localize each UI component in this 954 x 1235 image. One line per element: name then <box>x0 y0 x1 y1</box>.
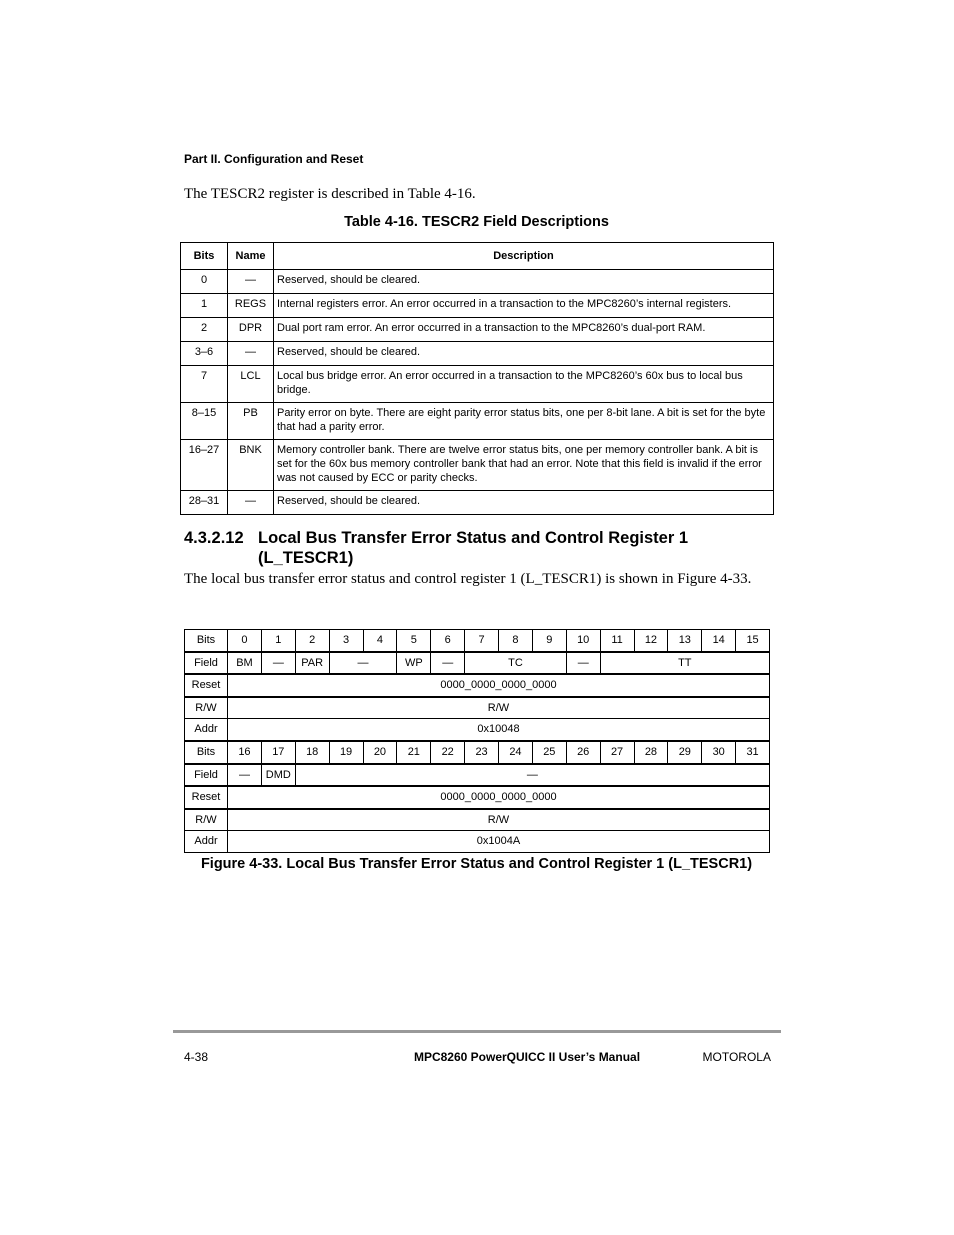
reset-row <box>185 674 770 697</box>
cell-desc: Memory controller bank. There are twelve error status bits, one per memory controller bank. A bit is set for the 60x bus memory controller bank that had an error. Note that this field is invalid if the error was not caused by ECC or parity checks. <box>274 440 774 491</box>
field-par: PAR <box>295 652 329 675</box>
intro-text: The TESCR2 register is described in Table 4-16. <box>184 186 476 202</box>
bit-number: 15 <box>736 630 770 652</box>
bit-number: 20 <box>363 742 397 764</box>
addr-label: Addr <box>185 831 228 853</box>
field-reserved: — <box>431 652 465 675</box>
cell-desc: Parity error on byte. There are eight parity error status bits, one per 8-bit lane. A bit is set for the byte that had a parity error. <box>274 403 774 440</box>
bit-number: 13 <box>668 630 702 652</box>
col-header-description: Description <box>274 243 774 270</box>
bit-number: 12 <box>634 630 668 652</box>
bit-number: 6 <box>431 630 465 652</box>
field-label: Field <box>185 764 228 787</box>
cell-name: — <box>228 270 274 294</box>
rw-label: R/W <box>185 809 228 831</box>
table-row <box>181 403 774 440</box>
bit-number: 26 <box>566 742 600 764</box>
cell-desc: Reserved, should be cleared. <box>274 342 774 366</box>
section-heading <box>184 528 688 568</box>
field-row <box>185 652 770 675</box>
table-row <box>181 366 774 403</box>
field-wp: WP <box>397 652 431 675</box>
register-lower-table <box>184 741 770 853</box>
reset-row <box>185 786 770 809</box>
bit-number: 4 <box>363 630 397 652</box>
cell-bits: 28–31 <box>181 491 228 515</box>
cell-name: — <box>228 342 274 366</box>
register-upper-table <box>184 629 770 741</box>
cell-bits: 1 <box>181 294 228 318</box>
col-header-bits: Bits <box>181 243 228 270</box>
cell-name: BNK <box>228 440 274 491</box>
cell-bits: 7 <box>181 366 228 403</box>
bit-number: 0 <box>228 630 262 652</box>
cell-bits: 3–6 <box>181 342 228 366</box>
field-reserved: — <box>261 652 295 675</box>
bit-number: 7 <box>465 630 499 652</box>
bit-number: 9 <box>532 630 566 652</box>
field-row <box>185 764 770 787</box>
cell-desc: Reserved, should be cleared. <box>274 270 774 294</box>
bit-number: 21 <box>397 742 431 764</box>
section-title-line1: Local Bus Transfer Error Status and Control Register 1 <box>258 529 689 547</box>
section-number: 4.3.2.12 <box>184 529 244 547</box>
field-reserved: — <box>329 652 397 675</box>
bits-row <box>185 742 770 764</box>
table-row <box>181 294 774 318</box>
bit-number: 30 <box>702 742 736 764</box>
reset-value: 0000_0000_0000_0000 <box>228 674 770 697</box>
reset-value: 0000_0000_0000_0000 <box>228 786 770 809</box>
field-tt: TT <box>600 652 769 675</box>
bit-number: 3 <box>329 630 363 652</box>
cell-name: DPR <box>228 318 274 342</box>
table-row <box>181 491 774 515</box>
bits-label: Bits <box>185 742 228 764</box>
bit-number: 27 <box>600 742 634 764</box>
reset-label: Reset <box>185 674 228 697</box>
section-body: The local bus transfer error status and control register 1 (L_TESCR1) is shown in Figure 4-33. <box>184 571 752 587</box>
field-label: Field <box>185 652 228 675</box>
bit-number: 1 <box>261 630 295 652</box>
footer-rule <box>173 1030 781 1033</box>
cell-desc: Dual port ram error. An error occurred in a transaction to the MPC8260’s dual-port RAM. <box>274 318 774 342</box>
table-caption: Table 4-16. TESCR2 Field Descriptions <box>344 214 609 230</box>
addr-value: 0x1004A <box>228 831 770 853</box>
bit-number: 2 <box>295 630 329 652</box>
table-header-row <box>181 243 774 270</box>
tescr2-field-table <box>180 242 774 515</box>
bit-number: 11 <box>600 630 634 652</box>
table-row <box>181 318 774 342</box>
footer-company: MOTOROLA <box>702 1050 771 1064</box>
addr-value: 0x10048 <box>228 719 770 741</box>
cell-desc: Local bus bridge error. An error occurred in a transaction to the MPC8260’s 60x bus to local bus bridge. <box>274 366 774 403</box>
field-reserved: — <box>295 764 769 787</box>
field-dmd: DMD <box>261 764 295 787</box>
bit-number: 22 <box>431 742 465 764</box>
rw-row <box>185 809 770 831</box>
field-tc: TC <box>465 652 567 675</box>
bit-number: 25 <box>532 742 566 764</box>
field-reserved: — <box>566 652 600 675</box>
cell-bits: 16–27 <box>181 440 228 491</box>
bit-number: 19 <box>329 742 363 764</box>
rw-value: R/W <box>228 697 770 719</box>
bit-number: 17 <box>261 742 295 764</box>
bit-number: 29 <box>668 742 702 764</box>
bit-number: 23 <box>465 742 499 764</box>
addr-row <box>185 719 770 741</box>
cell-name: — <box>228 491 274 515</box>
rw-value: R/W <box>228 809 770 831</box>
bit-number: 16 <box>228 742 262 764</box>
table-row <box>181 440 774 491</box>
bit-number: 24 <box>499 742 533 764</box>
bit-number: 18 <box>295 742 329 764</box>
footer-manual-title: MPC8260 PowerQUICC II User’s Manual <box>413 1050 641 1064</box>
cell-desc: Internal registers error. An error occurred in a transaction to the MPC8260’s internal registers. <box>274 294 774 318</box>
cell-name: PB <box>228 403 274 440</box>
bit-number: 31 <box>736 742 770 764</box>
reset-label: Reset <box>185 786 228 809</box>
col-header-name: Name <box>228 243 274 270</box>
addr-row <box>185 831 770 853</box>
rw-row <box>185 697 770 719</box>
bits-label: Bits <box>185 630 228 652</box>
table-row <box>181 342 774 366</box>
bits-row <box>185 630 770 652</box>
cell-name: LCL <box>228 366 274 403</box>
field-reserved: — <box>228 764 262 787</box>
figure-caption: Figure 4-33. Local Bus Transfer Error Status and Control Register 1 (L_TESCR1) <box>200 856 753 872</box>
bit-number: 28 <box>634 742 668 764</box>
part-header: Part II. Configuration and Reset <box>184 152 364 166</box>
addr-label: Addr <box>185 719 228 741</box>
bit-number: 14 <box>702 630 736 652</box>
rw-label: R/W <box>185 697 228 719</box>
cell-bits: 0 <box>181 270 228 294</box>
cell-name: REGS <box>228 294 274 318</box>
bit-number: 5 <box>397 630 431 652</box>
bit-number: 8 <box>499 630 533 652</box>
section-title-line2: (L_TESCR1) <box>258 549 354 567</box>
field-bm: BM <box>228 652 262 675</box>
cell-bits: 8–15 <box>181 403 228 440</box>
bit-number: 10 <box>566 630 600 652</box>
cell-bits: 2 <box>181 318 228 342</box>
footer-page-number: 4-38 <box>184 1050 209 1064</box>
cell-desc: Reserved, should be cleared. <box>274 491 774 515</box>
table-row <box>181 270 774 294</box>
